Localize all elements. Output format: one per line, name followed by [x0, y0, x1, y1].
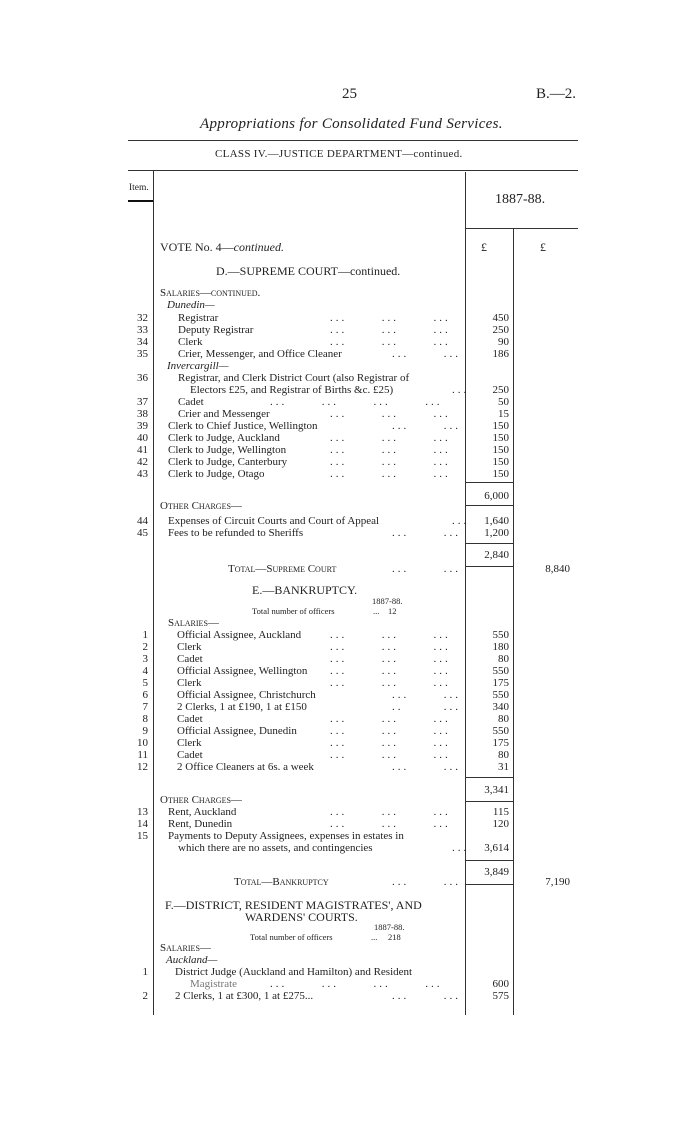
item-amount: 31 [498, 761, 509, 773]
document-reference: B.—2. [536, 86, 577, 102]
item-label: Clerk to Judge, Wellington [168, 444, 287, 456]
item-number: 12 [137, 761, 148, 773]
item-number: 42 [137, 456, 148, 468]
item-amount: 150 [492, 420, 509, 432]
item-label: Crier, Messenger, and Office Cleaner [178, 348, 342, 360]
item-amount: 175 [492, 677, 509, 689]
leader-dots: ... ... [392, 689, 461, 701]
item-label: Rent, Auckland [168, 806, 237, 818]
leader-dots: ... ... ... ... [270, 978, 443, 990]
item-amount: 80 [498, 713, 509, 725]
leader-dots: ... [373, 606, 380, 616]
item-amount: 550 [492, 725, 509, 737]
title-rule [128, 140, 578, 141]
bankruptcy-heading: E.—BANKRUPTCY. [252, 583, 358, 597]
item-amount: 80 [498, 653, 509, 665]
item-amount: 550 [492, 689, 509, 701]
leader-dots: ... ... ... [330, 641, 451, 653]
bankruptcy-other-total: 3,849 [484, 866, 509, 878]
item-label: Registrar [178, 312, 219, 324]
subtotal-rule [466, 566, 513, 567]
district-officers-label: Total number of officers [250, 932, 333, 942]
leader-dots: ... ... ... [330, 653, 451, 665]
leader-dots: ... ... [392, 876, 461, 888]
item-label: Clerk [177, 737, 202, 749]
item-label: Expenses of Circuit Courts and Court of Appeal [168, 515, 380, 527]
item-amount: 180 [492, 641, 509, 653]
item-number: 15 [137, 830, 148, 842]
item-amount: 550 [492, 665, 509, 677]
supreme-other-total: 2,840 [484, 549, 509, 561]
item-number: 32 [137, 312, 148, 324]
item-number: 40 [137, 432, 148, 444]
leader-dots: ... ... ... [330, 725, 451, 737]
item-number: 5 [142, 677, 148, 689]
item-number: 38 [137, 408, 148, 420]
item-label-continued: which there are no assets, and contingencies [178, 842, 373, 854]
item-label: Cadet [177, 749, 203, 761]
item-number: 2 [142, 990, 148, 1002]
item-label: Clerk to Judge, Auckland [168, 432, 280, 444]
item-amount: 550 [492, 629, 509, 641]
item-number: 1 [142, 966, 148, 978]
item-header-rule [128, 200, 153, 202]
item-label: Official Assignee, Wellington [177, 665, 308, 677]
item-number: 8 [142, 713, 148, 725]
district-salaries-label: Salaries— [160, 942, 211, 954]
item-amount: 186 [492, 348, 509, 360]
item-number: 37 [137, 396, 148, 408]
item-label: Clerk to Judge, Canterbury [168, 456, 288, 468]
page-title: Appropriations for Consolidated Fund Services. [200, 116, 503, 132]
leader-dots: ... [452, 842, 470, 854]
leader-dots: ... [452, 384, 470, 396]
item-number: 2 [142, 641, 148, 653]
item-number: 11 [137, 749, 148, 761]
item-amount: 450 [492, 312, 509, 324]
leader-dots: ... ... ... [330, 713, 451, 725]
item-label: 2 Office Cleaners at 6s. a week [177, 761, 314, 773]
item-label-continued: Electors £25, and Registrar of Births &c. £25) [190, 384, 394, 396]
item-amount: 15 [498, 408, 509, 420]
item-label: Registrar, and Clerk District Court (also Registrar of [178, 372, 410, 384]
item-label: Cadet [177, 653, 203, 665]
supreme-court-heading: D.—SUPREME COURT—continued. [216, 264, 401, 278]
item-number: 35 [137, 348, 148, 360]
bankruptcy-officers-count: 12 [388, 606, 397, 616]
leader-dots: ... ... ... [330, 444, 451, 456]
district-heading-line2: WARDENS' COURTS. [245, 910, 358, 924]
item-number: 36 [137, 372, 148, 384]
leader-dots: ... ... ... [330, 737, 451, 749]
leader-dots: ... ... [392, 761, 461, 773]
item-label: Fees to be refunded to Sheriffs [168, 527, 304, 539]
leader-dots: .. ... [392, 701, 461, 713]
leader-dots: ... ... ... [330, 629, 451, 641]
item-number: 33 [137, 324, 148, 336]
item-label-continued: Magistrate [190, 978, 238, 990]
bankruptcy-salaries-label: Salaries— [168, 617, 219, 629]
bankruptcy-other-charges-label: Other Charges— [160, 794, 242, 806]
leader-dots: ... ... ... [330, 312, 451, 324]
subtotal-rule [466, 860, 513, 861]
item-amount: 1,200 [484, 527, 509, 539]
item-number: 7 [142, 701, 148, 713]
item-label: Deputy Registrar [178, 324, 254, 336]
leader-dots: ... ... ... [330, 324, 451, 336]
leader-dots: ... ... ... [330, 336, 451, 348]
vote-label: VOTE No. 4—continued. [160, 240, 284, 254]
item-number: 13 [137, 806, 148, 818]
pound-sign-col2: £ [540, 240, 546, 254]
item-divider [153, 170, 154, 1015]
district-year: 1887-88. [374, 922, 405, 932]
item-amount: 150 [492, 456, 509, 468]
item-label: Clerk to Chief Justice, Wellington [168, 420, 318, 432]
class-heading: CLASS IV.—JUSTICE DEPARTMENT—continued. [215, 148, 463, 160]
leader-dots: ... ... ... [330, 806, 451, 818]
item-number: 3 [142, 653, 148, 665]
leader-dots: ... ... ... [330, 818, 451, 830]
item-label: Clerk [178, 336, 203, 348]
invercargill-label: Invercargill— [167, 360, 229, 372]
leader-dots: ... ... ... [330, 456, 451, 468]
amount-mid-divider [513, 228, 514, 1015]
item-label: Clerk [177, 677, 202, 689]
item-number: 6 [142, 689, 148, 701]
item-column-header: Item. [129, 183, 149, 193]
item-amount: 250 [492, 384, 509, 396]
leader-dots: ... ... [392, 348, 461, 360]
item-label: Official Assignee, Auckland [177, 629, 302, 641]
item-label: Official Assignee, Christchurch [177, 689, 316, 701]
item-amount: 150 [492, 432, 509, 444]
item-label: Crier and Messenger [178, 408, 270, 420]
item-amount: 3,614 [484, 842, 509, 854]
subtotal-rule [466, 801, 513, 802]
bankruptcy-total-amount: 7,190 [545, 876, 570, 888]
item-number: 41 [137, 444, 148, 456]
pound-sign-col1: £ [481, 240, 487, 254]
subtotal-rule [466, 777, 513, 778]
item-label: Clerk [177, 641, 202, 653]
item-amount: 1,640 [484, 515, 509, 527]
item-amount: 600 [492, 978, 509, 990]
bankruptcy-year: 1887-88. [372, 596, 403, 606]
item-amount: 340 [492, 701, 509, 713]
bankruptcy-total-label: Total—Bankruptcy [234, 876, 329, 888]
subtotal-rule [466, 505, 513, 506]
item-amount: 175 [492, 737, 509, 749]
item-number: 39 [137, 420, 148, 432]
leader-dots: ... ... ... [330, 665, 451, 677]
amount-left-divider [465, 172, 466, 1015]
item-label: Clerk to Judge, Otago [168, 468, 265, 480]
item-amount: 250 [492, 324, 509, 336]
item-number: 44 [137, 515, 148, 527]
bankruptcy-salaries-total: 3,341 [484, 784, 509, 796]
item-amount: 150 [492, 444, 509, 456]
item-number: 9 [142, 725, 148, 737]
bankruptcy-officers-label: Total number of officers [252, 606, 335, 616]
item-amount: 575 [492, 990, 509, 1002]
item-label: Cadet [178, 396, 204, 408]
dunedin-label: Dunedin— [167, 299, 215, 311]
year-column-header: 1887-88. [495, 192, 546, 207]
item-amount: 80 [498, 749, 509, 761]
item-amount: 50 [498, 396, 509, 408]
item-number: 10 [137, 737, 148, 749]
leader-dots: ... ... ... [330, 468, 451, 480]
item-label: Payments to Deputy Assignees, expenses in estates in [168, 830, 404, 842]
item-label: Official Assignee, Dunedin [177, 725, 297, 737]
leader-dots: ... [452, 515, 470, 527]
leader-dots: ... ... ... [330, 408, 451, 420]
leader-dots: ... ... ... [330, 432, 451, 444]
leader-dots: ... ... [392, 527, 461, 539]
district-heading-line1: F.—DISTRICT, RESIDENT MAGISTRATES', AND [165, 898, 422, 912]
subtotal-rule [466, 884, 513, 885]
item-number: 4 [142, 665, 148, 677]
supreme-other-charges-label: Other Charges— [160, 500, 242, 512]
leader-dots: ... ... ... ... [270, 396, 443, 408]
supreme-total-label: Total—Supreme Court [228, 563, 337, 575]
item-number: 45 [137, 527, 148, 539]
supreme-salaries-total: 6,000 [484, 490, 509, 502]
leader-dots: ... ... ... [330, 749, 451, 761]
leader-dots: ... [371, 932, 378, 942]
supreme-total-amount: 8,840 [545, 563, 570, 575]
subtotal-rule [466, 543, 513, 544]
item-label: District Judge (Auckland and Hamilton) and Resident [175, 966, 413, 978]
district-officers-count: 218 [388, 932, 401, 942]
item-number: 34 [137, 336, 148, 348]
auckland-label: Auckland— [166, 954, 218, 966]
leader-dots: ... ... [392, 990, 461, 1002]
item-number: 1 [142, 629, 148, 641]
leader-dots: ... ... [392, 420, 461, 432]
supreme-salaries-label: Salaries—continued. [160, 287, 261, 299]
item-amount: 90 [498, 336, 509, 348]
item-amount: 120 [492, 818, 509, 830]
class-rule [128, 170, 578, 171]
item-number: 43 [137, 468, 148, 480]
item-amount: 115 [492, 806, 509, 818]
item-label: 2 Clerks, 1 at £190, 1 at £150 [177, 701, 307, 713]
leader-dots: ... ... ... [330, 677, 451, 689]
item-amount: 150 [492, 468, 509, 480]
item-label: Cadet [177, 713, 203, 725]
item-label: Rent, Dunedin [168, 818, 233, 830]
leader-dots: ... ... [392, 563, 461, 575]
subtotal-rule [466, 482, 513, 483]
year-header-rule [465, 228, 578, 229]
item-number: 14 [137, 818, 148, 830]
item-label: 2 Clerks, 1 at £300, 1 at £275... [175, 990, 314, 1002]
page-number: 25 [342, 86, 357, 102]
